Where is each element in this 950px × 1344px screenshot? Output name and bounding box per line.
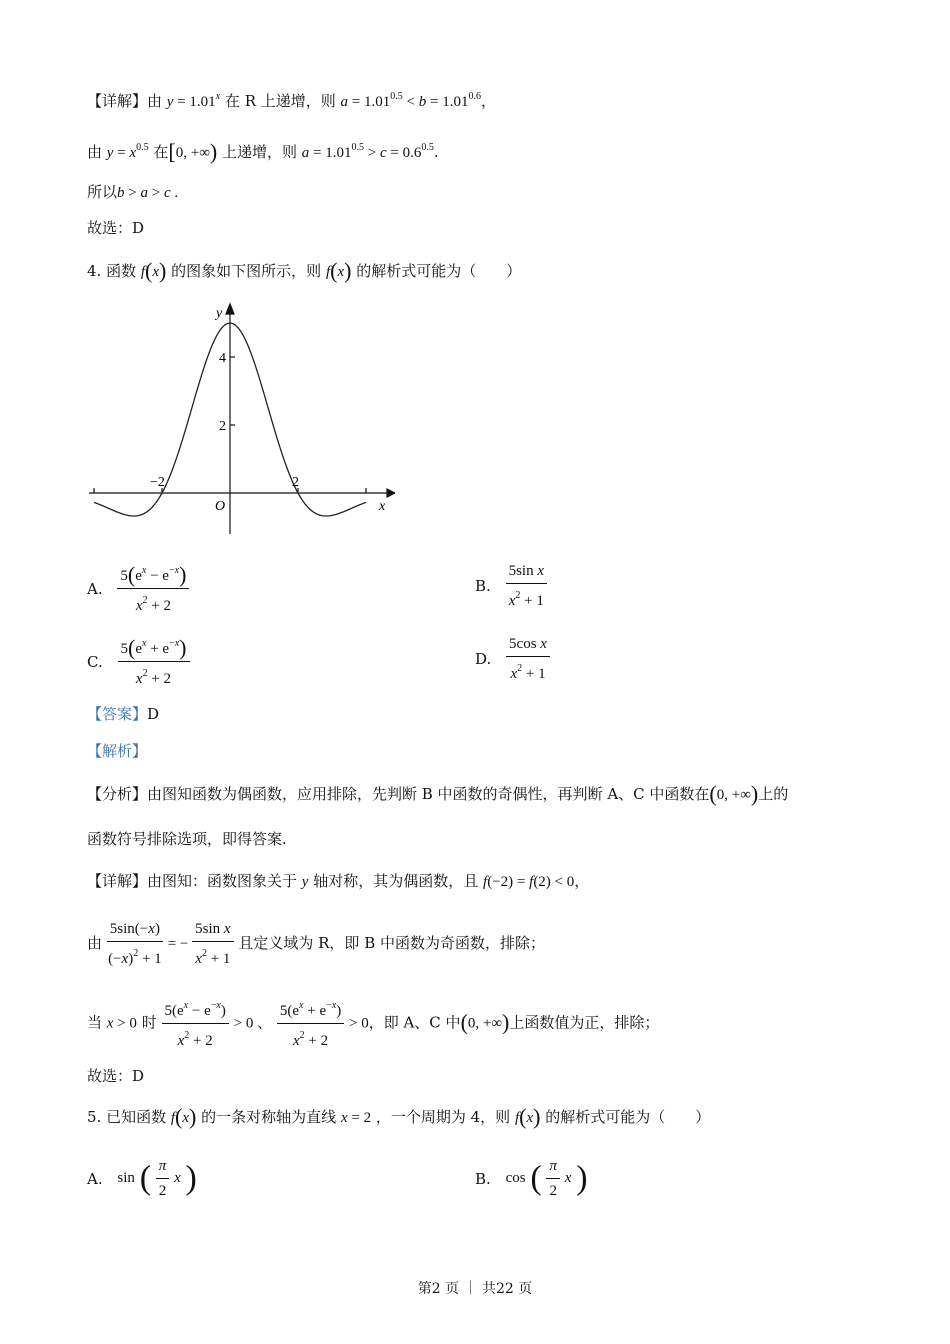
conclusion-2: 故选：D: [87, 1067, 145, 1085]
page-footer: 第2 页 ｜ 共22 页: [417, 1281, 533, 1297]
option-a-fraction: $\frac{5(e^x - e^{-x})}{x^2 + 2}$: [117, 560, 189, 617]
detail-q4-line-3: 当 x > 0 时 $\frac{5(e^x - e^{-x})}{x^2 + 2}$ > 0 、 $\frac{5(e^x + e^{-x})}{x^2 + 2}$ > 0，即 A、C 中(0, +∞)上函数值为正，排除；: [87, 995, 659, 1052]
detail-line-1: 【详解】由 $y = 1.01^x$ 在 R 上递增，则 $a = 1.01^{0.5} < b = 1.01^{0.6}$，: [87, 91, 496, 110]
x-tick-label-2: 2: [292, 475, 299, 490]
q5-option-a[interactable]: A. sin ( $\frac{\pi}{2}$ x ): [87, 1155, 197, 1202]
odd-fraction-right: $\frac{\text{5sin x}}{x^2 + 1}$: [192, 918, 233, 970]
conclusion-1: 故选：D: [87, 219, 145, 237]
analysis-line-1: 【分析】由图知函数为偶函数，应用排除，先判断 B 中函数的奇偶性，再判断 A、C 中函数在(0, +∞)上的: [87, 781, 789, 806]
detail-q4-line-2: 由 $\frac{5\sin(-x)}{(-x)^2 + 1}$ = − $\frac{\text{5sin x}}{x^2 + 1}$ 且定义域为 R，即 B 中函数为奇函数，排除；: [87, 918, 545, 970]
positive-fraction-a: $\frac{5(e^x - e^{-x})}{x^2 + 2}$: [162, 995, 229, 1052]
origin-label: O: [215, 499, 226, 514]
option-d-fraction: $\frac{\text{5cos x}}{x^2 + 1}$: [506, 633, 550, 685]
odd-fraction-left: $\frac{5\sin(-x)}{(-x)^2 + 1}$: [107, 918, 163, 970]
q5-option-b[interactable]: B. cos ( $\frac{\pi}{2}$ x ): [475, 1155, 588, 1202]
option-b-fraction: $\frac{\text{5sin x}}{x^2 + 1}$: [506, 560, 547, 612]
detail-line-2: 由 $y = x^{0.5}$ 在[0, +∞) 上递增，则 $a = 1.01^{0.5} > c = 0.6^{0.5}$.: [87, 139, 439, 164]
x-axis-arrow: [387, 489, 395, 497]
y-axis-arrow: [226, 304, 234, 314]
option-a[interactable]: A. $\frac{5(e^x - e^{-x})}{x^2 + 2}$: [87, 560, 189, 617]
positive-fraction-c: $\frac{5(e^x + e^{-x})}{x^2 + 2}$: [277, 995, 344, 1052]
x-axis-label: x: [379, 499, 386, 514]
question-4-stem: 4. 函数 f(x) 的图象如下图所示，则 f(x) 的解析式可能为（ ）: [87, 258, 522, 283]
question-5-stem: 5. 已知函数 f(x) 的一条对称轴为直线 x = 2 ，一个周期为 4，则 f(x) 的解析式可能为（ ）: [87, 1104, 711, 1129]
detail-line-3: 所以b > a > c .: [87, 183, 179, 201]
detail-label: 【详解】由: [87, 92, 163, 110]
analysis-label: 【解析】: [87, 742, 148, 760]
y-axis-label: y: [216, 306, 223, 321]
formula-y: y: [166, 94, 174, 110]
option-d[interactable]: D. $\frac{\text{5cos x}}{x^2 + 1}$: [475, 633, 550, 685]
y-tick-label-2: 2: [219, 419, 226, 434]
y-tick-label-4: 4: [219, 351, 226, 366]
answer-line: 【答案】D: [87, 705, 160, 723]
text: 在 R 上递增，则: [224, 92, 336, 110]
function-graph: [85, 300, 395, 540]
option-c[interactable]: C. $\frac{5(e^x + e^{-x})}{x^2 + 2}$: [87, 633, 190, 690]
x-tick-label-neg2: −2: [150, 475, 165, 490]
option-c-fraction: $\frac{5(e^x + e^{-x})}{x^2 + 2}$: [118, 633, 190, 690]
analysis-line-2: 函数符号排除选项，即得答案.: [87, 830, 287, 848]
detail-q4-line-1: 【详解】由图知：函数图象关于 y 轴对称，其为偶函数，且 f(−2) = f(2) < 0，: [87, 872, 590, 890]
option-b[interactable]: B. $\frac{\text{5sin x}}{x^2 + 1}$: [475, 560, 547, 612]
